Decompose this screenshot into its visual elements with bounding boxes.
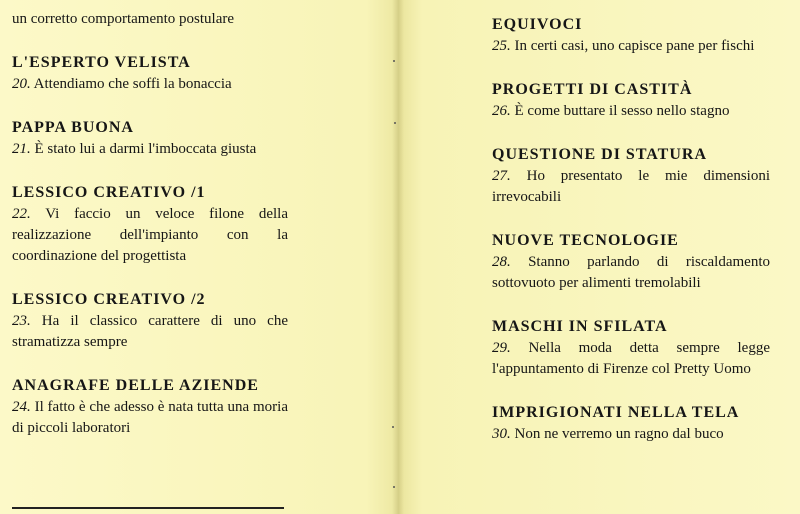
entry-text: Il fatto è che adesso è nata tutta una moria di piccoli laboratori xyxy=(12,399,288,436)
entry-23 xyxy=(12,289,288,353)
entry-body xyxy=(492,36,770,57)
entry-21 xyxy=(12,117,288,160)
entry-body xyxy=(12,397,288,439)
entry-title: NUOVE TECNOLOGIE xyxy=(492,232,679,249)
left-column xyxy=(12,0,288,461)
entry-text: È come buttare il sesso nello stagno xyxy=(510,103,730,119)
entry-body xyxy=(12,139,288,160)
entry-title: ANAGRAFE DELLE AZIENDE xyxy=(12,377,259,394)
continuation-text: un corretto comportamento postulare xyxy=(12,11,235,27)
entry-number: 23. xyxy=(12,313,31,329)
entry-text: Non ne verremo un ragno dal buco xyxy=(510,426,724,442)
paper-speck xyxy=(394,122,396,124)
entry-title: L'ESPERTO VELISTA xyxy=(12,54,191,71)
entry-text: Nella moda detta sempre legge l'appuntamento di Firenze col Pretty Uomo xyxy=(492,340,770,377)
entry-body xyxy=(492,166,770,208)
entry-number: 24. xyxy=(12,399,31,415)
entry-title: IMPRIGIONATI NELLA TELA xyxy=(492,404,740,421)
paper-speck xyxy=(392,426,394,428)
entry-number: 25. xyxy=(492,38,511,54)
entry-24 xyxy=(12,375,288,439)
entry-27 xyxy=(492,144,770,208)
entry-30 xyxy=(492,402,770,445)
entry-title: MASCHI IN SFILATA xyxy=(492,318,668,335)
entry-20 xyxy=(12,52,288,95)
entry-title: LESSICO CREATIVO /1 xyxy=(12,184,206,201)
entry-29 xyxy=(492,316,770,380)
entry-number: 27. xyxy=(492,168,511,184)
entry-title: PROGETTI DI CASTITÀ xyxy=(492,81,693,98)
entry-text: Vi faccio un veloce filone della realizzazione dell'impianto con la coordinazione del progettista xyxy=(12,206,288,264)
entry-26 xyxy=(492,79,770,122)
entry-number: 21. xyxy=(12,141,31,157)
entry-22 xyxy=(12,182,288,267)
entry-body xyxy=(12,204,288,267)
entry-number: 22. xyxy=(12,206,31,222)
entry-text: Attendiamo che soffi la bonaccia xyxy=(30,76,232,92)
entry-body xyxy=(12,74,288,95)
entry-title: PAPPA BUONA xyxy=(12,119,134,136)
book-gutter xyxy=(392,0,404,514)
paper-speck xyxy=(393,60,395,62)
entry-text: Ho presentato le mie dimensioni irrevocabili xyxy=(492,168,770,205)
entry-number: 30. xyxy=(492,426,511,442)
entry-text: In certi casi, uno capisce pane per fischi xyxy=(510,38,755,54)
entry-body xyxy=(12,311,288,353)
entry-title: LESSICO CREATIVO /2 xyxy=(12,291,206,308)
bottom-rule xyxy=(12,507,284,509)
entry-text: Ha il classico carattere di uno che stramatizza sempre xyxy=(12,313,288,350)
paper-speck xyxy=(393,486,395,488)
entry-number: 26. xyxy=(492,103,511,119)
entry-title: QUESTIONE DI STATURA xyxy=(492,146,708,163)
entry-text: È stato lui a darmi l'imboccata giusta xyxy=(30,141,257,157)
entry-body xyxy=(492,101,770,122)
entry-number: 28. xyxy=(492,254,511,270)
entry-body xyxy=(492,338,770,380)
right-column xyxy=(492,0,770,467)
entry-28 xyxy=(492,230,770,294)
entry-text: Stanno parlando di riscaldamento sottovuoto per alimenti tremolabili xyxy=(492,254,770,291)
entry-body xyxy=(492,424,770,445)
entry-number: 20. xyxy=(12,76,31,92)
entry-body xyxy=(492,252,770,294)
entry-title: EQUIVOCI xyxy=(492,16,583,33)
entry-25 xyxy=(492,14,770,57)
entry-number: 29. xyxy=(492,340,511,356)
